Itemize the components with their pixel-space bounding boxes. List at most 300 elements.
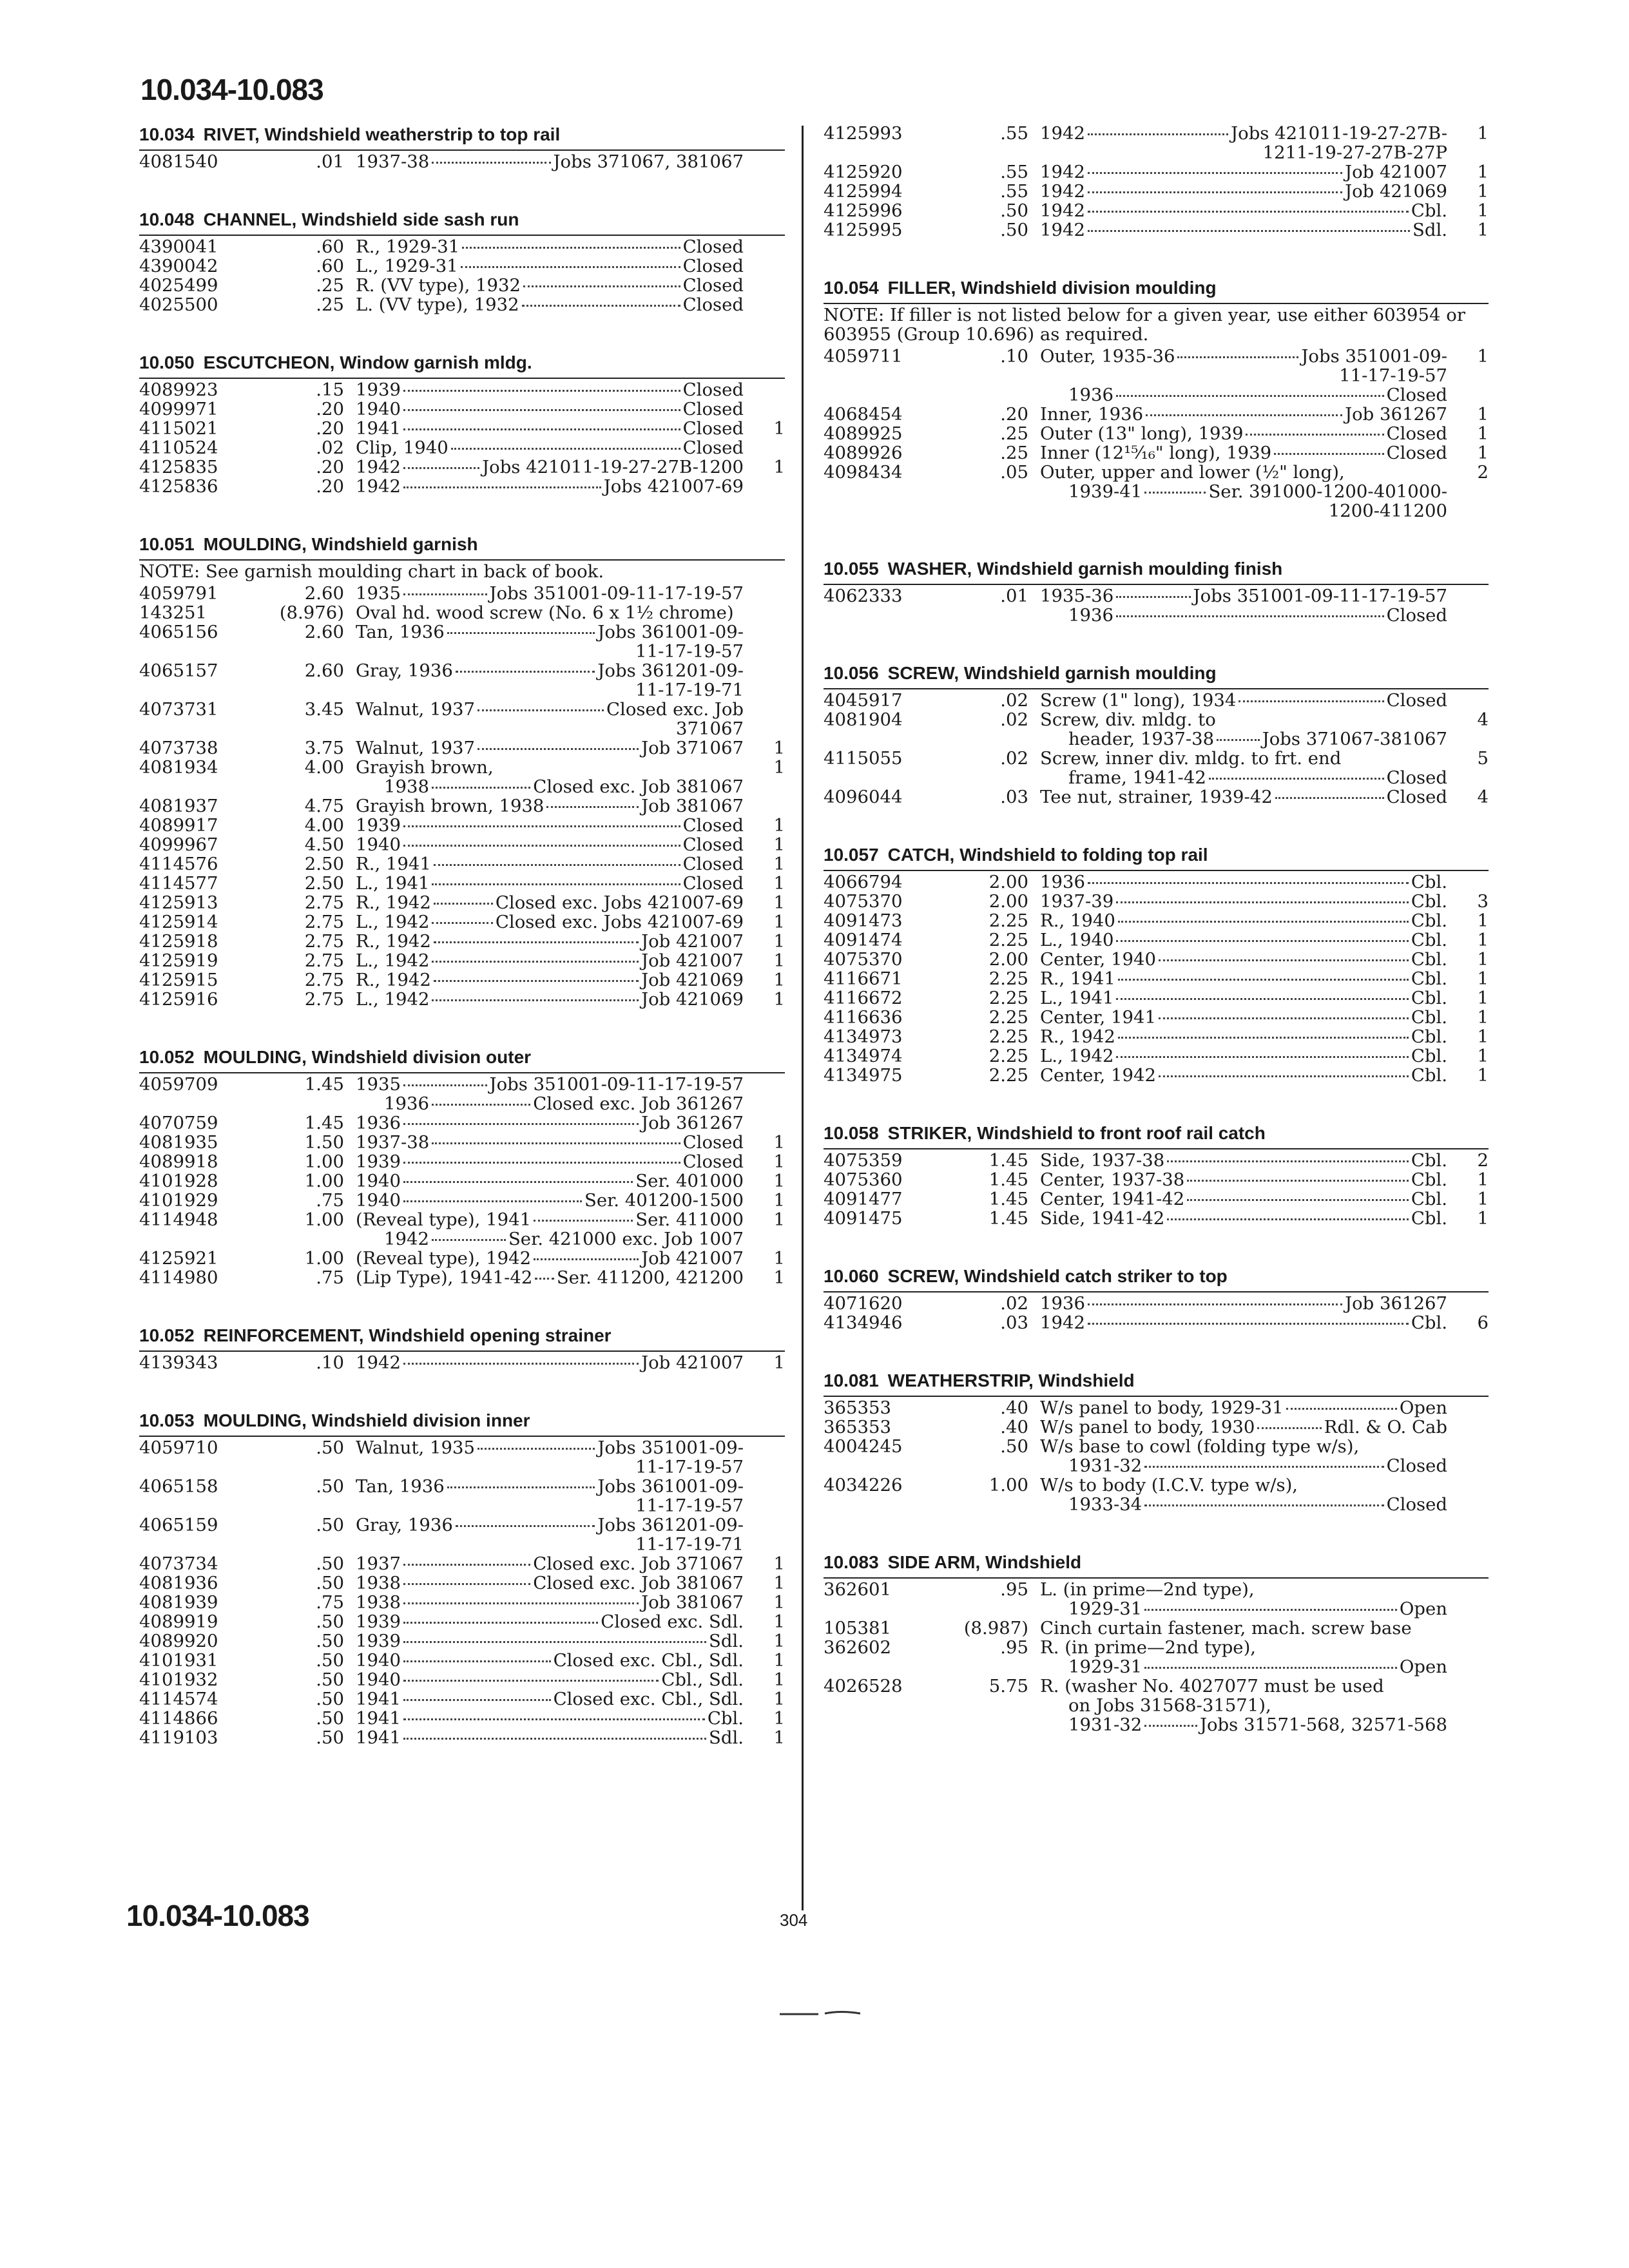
description-line: [356, 1191, 744, 1210]
quantity: 1: [1477, 1065, 1489, 1086]
description-text: 1940: [356, 1190, 401, 1211]
part-row: [824, 1580, 1489, 1619]
quantity: 1: [773, 1248, 785, 1269]
application-text: Closed: [682, 256, 744, 276]
description-text: Outer (13" long), 1939: [1040, 423, 1244, 444]
quantity: [1447, 1475, 1489, 1514]
part-number: 4073731: [139, 699, 218, 720]
part-price: 2.60: [304, 660, 344, 681]
application-text: Cbl.: [1411, 872, 1447, 892]
part-description: [1040, 220, 1447, 240]
leader-dots: [1187, 1180, 1409, 1182]
section-title: ESCUTCHEON, Window garnish mldg.: [203, 352, 532, 372]
part-price: .50: [1000, 200, 1028, 221]
description-text: 1942: [1040, 123, 1085, 144]
description-line: [1040, 1209, 1447, 1228]
part-number: 4026528: [824, 1676, 903, 1696]
part-row: [824, 1209, 1489, 1228]
description-text: 1200-411200: [1328, 501, 1447, 521]
description-text: R., 1941: [1040, 968, 1115, 989]
column-divider: [802, 126, 804, 1910]
application-text: Closed: [682, 873, 744, 894]
part-price: .02: [316, 437, 344, 458]
leader-dots: [1144, 492, 1206, 494]
description-line: [356, 1689, 744, 1709]
part-row: [824, 586, 1489, 625]
part-price: .50: [316, 1553, 344, 1574]
leader-dots: [403, 1738, 706, 1740]
quantity: [1447, 1638, 1489, 1677]
leader-dots: [1159, 959, 1409, 961]
part-row: [139, 700, 785, 738]
quantity: 4: [1477, 787, 1489, 807]
description-text: 1940: [356, 834, 401, 855]
leader-dots: [403, 1084, 487, 1086]
part-row: [824, 405, 1489, 424]
description-line: [1040, 1170, 1447, 1189]
quantity: 1: [773, 418, 785, 439]
application-text: Jobs 351001-09-11-17-19-57: [1193, 586, 1447, 606]
section-heading: [824, 1122, 1489, 1149]
part-number: 4089917: [139, 815, 218, 836]
part-price: .03: [1000, 787, 1028, 807]
application-text: Closed exc. Job: [606, 699, 744, 720]
description-text: (Reveal type), 1942: [356, 1248, 532, 1269]
part-description: [1040, 1437, 1447, 1475]
leader-dots: [534, 1258, 639, 1260]
description-line: [1040, 749, 1447, 768]
application-text: Job 361267: [1345, 1293, 1447, 1314]
part-price: .20: [1000, 404, 1028, 425]
quantity: 1: [773, 1631, 785, 1651]
leader-dots: [403, 1641, 706, 1643]
leader-dots: [403, 593, 487, 595]
part-description: [356, 1728, 744, 1747]
part-description: [356, 1554, 744, 1573]
quantity: 1: [773, 1727, 785, 1748]
application-text: Jobs 351001-09-: [1301, 346, 1447, 367]
part-price: 1.00: [304, 1209, 344, 1230]
description-line: [1040, 1475, 1447, 1495]
description-text: 1939-41: [1068, 481, 1142, 502]
leader-dots: [1116, 901, 1409, 903]
part-price: 2.75: [304, 931, 344, 952]
quantity: 1: [773, 738, 785, 758]
quantity: 1: [773, 970, 785, 990]
part-row: [824, 1189, 1489, 1209]
part-row: [139, 419, 785, 438]
part-price: 1.45: [988, 1208, 1028, 1229]
part-number: 4096044: [824, 787, 903, 807]
leader-dots: [447, 1486, 595, 1488]
part-description: [356, 603, 744, 622]
description-line: [356, 622, 744, 642]
description-line: [1040, 787, 1447, 807]
quantity: 3: [1477, 891, 1489, 912]
section-heading: [824, 844, 1489, 871]
part-row: [139, 951, 785, 970]
description-text: 1936: [356, 1113, 401, 1133]
part-description: [1040, 691, 1447, 710]
application-text: Closed: [682, 854, 744, 874]
part-row: [139, 1210, 785, 1249]
part-price: 2.75: [304, 970, 344, 990]
part-number: 4125916: [139, 989, 218, 1010]
application-text: Cbl.: [1411, 1007, 1447, 1028]
leader-dots: [434, 941, 639, 943]
part-section: [139, 124, 785, 171]
application-text: Cbl., Sdl.: [661, 1669, 744, 1690]
part-number: 4099971: [139, 399, 218, 419]
description-text: L. (in prime—2nd type),: [1040, 1579, 1255, 1600]
description-line: [1040, 1619, 1447, 1638]
description-continuation: [356, 719, 744, 738]
section-title: STRIKER, Windshield to front roof rail catch: [887, 1123, 1266, 1143]
quantity: 1: [773, 1650, 785, 1671]
part-number: 4059791: [139, 583, 218, 604]
leader-dots: [1144, 1466, 1383, 1468]
description-text: 1939: [356, 1631, 401, 1651]
quantity: 2: [1477, 1150, 1489, 1171]
part-price: 1.45: [988, 1150, 1028, 1171]
section-title: MOULDING, Windshield division outer: [203, 1047, 532, 1067]
section-code: 10.056: [824, 663, 879, 683]
description-text: 1936: [1040, 872, 1085, 892]
section-note: NOTE: See garnish moulding chart in back of book.: [139, 561, 604, 582]
part-row: [139, 1728, 785, 1747]
quantity: [744, 1438, 785, 1477]
description-line: [1040, 1027, 1447, 1046]
part-price: .25: [316, 294, 344, 315]
quantity: 1: [1477, 1046, 1489, 1066]
description-text: 1942: [1040, 162, 1085, 182]
quantity: 1: [1477, 1189, 1489, 1209]
description-continuation: [1040, 143, 1447, 162]
part-row: [824, 1170, 1489, 1189]
section-code: 10.054: [824, 278, 879, 298]
application-text: Cbl.: [1411, 988, 1447, 1008]
part-description: [356, 1075, 744, 1113]
part-section: [139, 1325, 785, 1372]
part-description: [1040, 969, 1447, 988]
application-text: Closed: [1386, 423, 1447, 444]
part-price: 2.50: [304, 873, 344, 894]
part-number: 4125921: [139, 1248, 218, 1269]
leader-dots: [432, 1239, 506, 1241]
description-text: Inner, 1936: [1040, 404, 1144, 425]
section-heading: [824, 277, 1489, 304]
application-text: Closed: [1386, 1456, 1447, 1476]
part-number: 365353: [824, 1398, 891, 1418]
part-row: [824, 787, 1489, 807]
part-price: .95: [1000, 1579, 1028, 1600]
description-line: [356, 1631, 744, 1651]
quantity: 1: [773, 815, 785, 836]
part-number: 4081939: [139, 1592, 218, 1613]
quantity: [1447, 1418, 1489, 1437]
leader-dots: [403, 1583, 530, 1585]
quantity: 1: [1477, 910, 1489, 931]
part-number: 4114948: [139, 1209, 218, 1230]
application-text: Closed: [682, 815, 744, 836]
part-price: .50: [316, 1515, 344, 1535]
part-number: 4073738: [139, 738, 218, 758]
part-number: 4114574: [139, 1689, 218, 1709]
part-description: [1040, 1066, 1447, 1085]
part-section: [824, 1265, 1489, 1332]
leader-dots: [403, 845, 680, 847]
leader-dots: [403, 390, 680, 392]
part-number: 4125920: [824, 162, 903, 182]
quantity: [744, 1515, 785, 1554]
part-description: [356, 1612, 744, 1631]
description-line: [1040, 443, 1447, 463]
part-description: [356, 1171, 744, 1191]
part-number: 4065157: [139, 660, 218, 681]
description-text: Inner (12¹⁵⁄₁₆" long), 1939: [1040, 443, 1272, 463]
quantity: [744, 1075, 785, 1113]
part-row: [824, 201, 1489, 220]
part-row: [824, 1151, 1489, 1170]
part-description: [1040, 182, 1447, 201]
part-description: [1040, 988, 1447, 1008]
application-text: Closed: [1386, 787, 1447, 807]
description-text: 1942: [1040, 1312, 1085, 1333]
description-text: 1935: [356, 583, 401, 604]
leader-dots: [447, 632, 595, 634]
leader-dots: [1118, 1037, 1409, 1039]
part-number: 4390042: [139, 256, 218, 276]
part-description: [356, 1515, 744, 1554]
part-section: [139, 1046, 785, 1287]
description-line: [1040, 768, 1447, 787]
leader-dots: [546, 806, 639, 808]
part-number: 4134975: [824, 1065, 903, 1086]
application-text: Ser. 411200, 421200: [556, 1267, 744, 1288]
quantity: 1: [773, 457, 785, 477]
leader-dots: [1088, 1323, 1409, 1325]
part-number: 4081540: [139, 151, 218, 172]
part-number: 4125995: [824, 220, 903, 240]
part-description: [1040, 1638, 1447, 1677]
leader-dots: [432, 1104, 530, 1106]
leader-dots: [1159, 1075, 1409, 1077]
description-line: [356, 1709, 744, 1728]
part-number: 4101932: [139, 1669, 218, 1690]
description-text: 11-17-19-57: [635, 1495, 744, 1516]
description-line: [356, 1152, 744, 1171]
part-price: 2.50: [304, 854, 344, 874]
application-text: Closed: [1386, 605, 1447, 626]
section-code: 10.055: [824, 559, 879, 579]
description-line: [1040, 1677, 1447, 1696]
part-description: [356, 796, 744, 816]
part-price: 5.75: [988, 1676, 1028, 1696]
quantity: [744, 584, 785, 603]
section-code: 10.083: [824, 1552, 879, 1572]
description-line: [1040, 1008, 1447, 1027]
part-row: [139, 912, 785, 932]
part-row: [139, 661, 785, 700]
leader-dots: [1217, 739, 1260, 741]
description-text: Walnut, 1935: [356, 1437, 476, 1458]
description-text: 1942: [1040, 200, 1085, 221]
quantity: [1447, 872, 1489, 892]
application-text: Job 421007: [641, 931, 744, 952]
part-row: [139, 457, 785, 477]
section-title: WASHER, Windshield garnish moulding finish: [887, 559, 1283, 579]
part-price: .20: [316, 457, 344, 477]
part-description: [356, 1152, 744, 1171]
part-price: 3.75: [304, 738, 344, 758]
description-text: (Lip Type), 1941-42: [356, 1267, 533, 1288]
application-text: Job 421007: [641, 1248, 744, 1269]
description-line: [1040, 124, 1447, 143]
description-text: Center, 1942: [1040, 1065, 1156, 1086]
description-continuation: [356, 642, 744, 661]
part-row: [824, 911, 1489, 930]
part-price: 1.00: [304, 1248, 344, 1269]
leader-dots: [432, 787, 530, 789]
quantity: [1447, 1437, 1489, 1475]
application-text: Cbl.: [1411, 1046, 1447, 1066]
page-footer-range: 10.034-10.083: [126, 1899, 309, 1932]
description-line: [356, 912, 744, 932]
quantity: 1: [773, 1171, 785, 1191]
description-line: [1040, 1638, 1447, 1657]
section-code: 10.051: [139, 534, 195, 554]
part-row: [824, 1046, 1489, 1066]
description-line: [356, 1075, 744, 1094]
part-description: [1040, 1398, 1447, 1418]
description-line: [356, 256, 744, 276]
part-price: 2.25: [988, 968, 1028, 989]
application-text: Cbl.: [1411, 1189, 1447, 1209]
description-text: 11-17-19-57: [635, 641, 744, 662]
application-text: Ser. 391000-1200-401000-: [1208, 481, 1447, 502]
part-description: [356, 1631, 744, 1651]
description-text: 1931-32: [1068, 1715, 1142, 1735]
description-line: [1040, 182, 1447, 201]
quantity: 1: [1477, 220, 1489, 240]
part-description: [356, 1593, 744, 1612]
part-price: .02: [1000, 1293, 1028, 1314]
description-text: Side, 1937-38: [1040, 1150, 1165, 1171]
part-row: [139, 276, 785, 295]
description-text: 1937: [356, 1553, 401, 1574]
part-row: [139, 1477, 785, 1515]
part-row: [824, 950, 1489, 969]
description-text: 1940: [356, 399, 401, 419]
part-price: .20: [316, 399, 344, 419]
section-heading: [139, 1410, 785, 1437]
application-text: Closed exc. Cbl., Sdl.: [553, 1689, 744, 1709]
part-number: 4089923: [139, 380, 218, 400]
section-code: 10.052: [139, 1325, 195, 1345]
part-number: 4089920: [139, 1631, 218, 1651]
part-description: [356, 399, 744, 419]
part-row: [824, 162, 1489, 182]
description-text: 1941: [356, 1727, 401, 1748]
part-number: 4068454: [824, 404, 903, 425]
part-number: 4075370: [824, 891, 903, 912]
part-number: 4116671: [824, 968, 903, 989]
description-text: Grayish brown,: [356, 757, 494, 778]
part-price: .75: [316, 1190, 344, 1211]
part-price: 1.00: [304, 1151, 344, 1172]
part-description: [1040, 1313, 1447, 1332]
quantity: 1: [1477, 162, 1489, 182]
application-text: Jobs 361201-09-: [597, 660, 744, 681]
description-line: [356, 700, 744, 719]
description-line: [1040, 1580, 1447, 1599]
quantity: [744, 295, 785, 314]
part-description: [1040, 950, 1447, 969]
part-price: 1.00: [988, 1475, 1028, 1495]
quantity: 1: [773, 892, 785, 913]
description-text: R., 1941: [356, 854, 431, 874]
part-row: [139, 854, 785, 874]
leader-dots: [432, 961, 639, 963]
quantity: 1: [1477, 423, 1489, 444]
leader-dots: [432, 883, 680, 885]
description-line: [1040, 1046, 1447, 1066]
part-number: 4125913: [139, 892, 218, 913]
part-description: [1040, 1170, 1447, 1189]
part-price: .50: [316, 1689, 344, 1709]
quantity: [744, 603, 785, 622]
section-note: NOTE: If filler is not listed below for a given year, use either 603954 or 603955 (Group 10.696) as required.: [824, 305, 1465, 345]
part-price: .55: [1000, 123, 1028, 144]
part-number: 4115021: [139, 418, 218, 439]
leader-dots: [1116, 998, 1408, 1000]
description-text: L., 1941: [1040, 988, 1114, 1008]
leader-dots: [1088, 191, 1342, 193]
description-line: [356, 1249, 744, 1268]
description-line: [356, 1210, 744, 1229]
leader-dots: [403, 1181, 633, 1183]
part-row: [824, 1313, 1489, 1332]
leader-dots: [1159, 1017, 1409, 1019]
application-text: Open: [1399, 1657, 1447, 1677]
part-number: 4134974: [824, 1046, 903, 1066]
application-text: Cbl.: [1411, 1312, 1447, 1333]
part-number: 4114980: [139, 1267, 218, 1288]
part-description: [1040, 749, 1447, 787]
quantity: 4: [1477, 709, 1489, 730]
quantity: 1: [1477, 404, 1489, 425]
description-text: 1942: [356, 476, 401, 497]
part-description: [356, 816, 744, 835]
part-number: 4091477: [824, 1189, 903, 1209]
leader-dots: [403, 1363, 639, 1365]
description-text: Cinch curtain fastener, mach. screw base: [1040, 1618, 1412, 1639]
part-description: [1040, 892, 1447, 911]
part-description: [1040, 586, 1447, 625]
part-price: .20: [316, 418, 344, 439]
part-number: 4091473: [824, 910, 903, 931]
leader-dots: [1116, 395, 1384, 397]
part-number: 4091475: [824, 1208, 903, 1229]
description-text: 1929-31: [1068, 1657, 1142, 1677]
description-text: 11-17-19-71: [635, 1534, 744, 1555]
part-description: [356, 1210, 744, 1249]
leader-dots: [403, 1564, 530, 1566]
part-number: 4125996: [824, 200, 903, 221]
part-number: 4114576: [139, 854, 218, 874]
quantity: 1: [1477, 1007, 1489, 1028]
description-line: [1040, 1495, 1447, 1514]
